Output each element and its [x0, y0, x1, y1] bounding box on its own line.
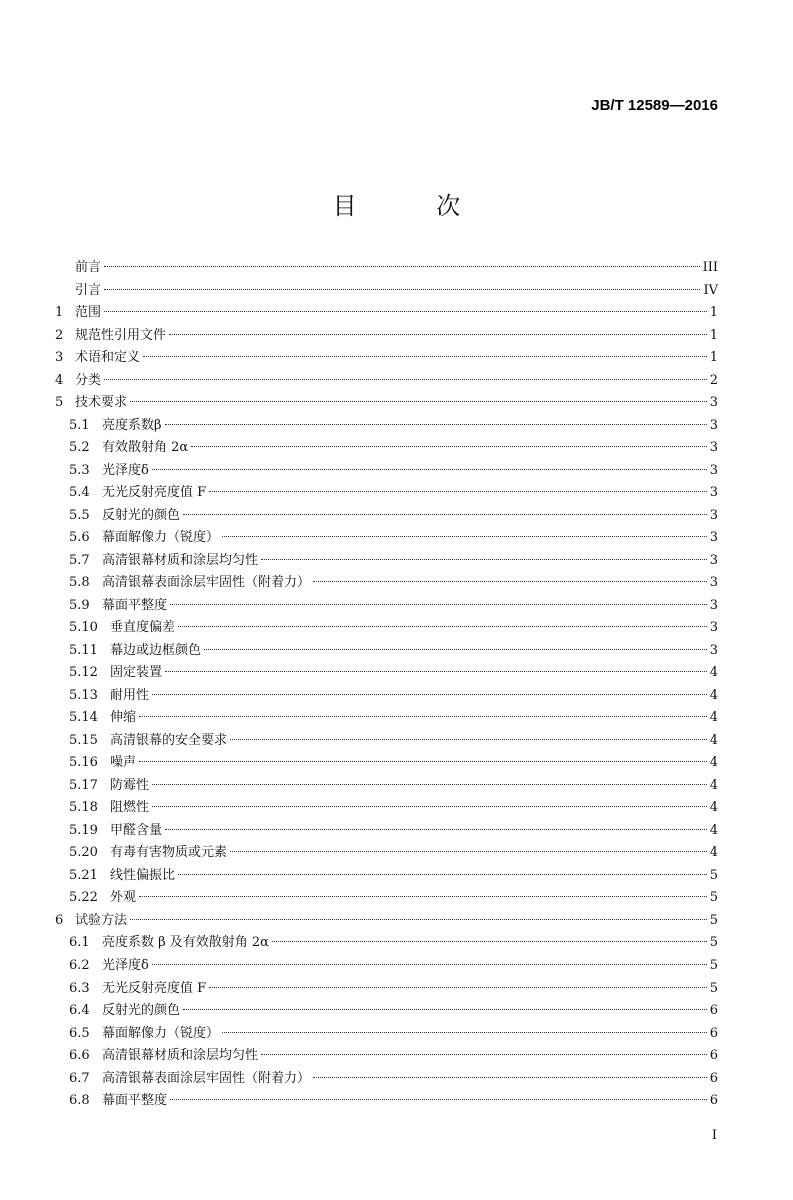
toc-entry-page: 3 [709, 530, 718, 546]
toc-entry-label: 甲醛含量 [110, 822, 163, 838]
toc-entry[interactable] [55, 392, 718, 415]
toc-entry-page: III [702, 260, 718, 275]
toc-entry-number: 5.15 [69, 732, 98, 748]
toc-leader-dots [313, 581, 707, 582]
toc-entry-number: 6.7 [69, 1070, 90, 1086]
toc-entry-number: 5.22 [69, 890, 98, 906]
toc-entry-page: 5 [709, 957, 718, 973]
toc-entry-label: 线性偏振比 [110, 867, 176, 883]
toc-entry-label: 亮度系数β [102, 417, 162, 433]
toc-entry-number: 6.6 [69, 1048, 90, 1064]
toc-entry[interactable] [55, 595, 718, 618]
toc-entry-label: 固定装置 [110, 665, 163, 681]
toc-entry-page: 6 [709, 1003, 718, 1019]
toc-entry-page: 3 [709, 642, 718, 658]
toc-entry-number: 5.20 [69, 845, 98, 861]
toc-entry-number: 2 [55, 327, 64, 343]
toc-entry-label: 有毒有害物质或元素 [110, 845, 228, 861]
toc-entry-number: 5.17 [69, 777, 98, 793]
toc-leader-dots [165, 424, 707, 425]
toc-leader-dots [104, 289, 700, 290]
toc-leader-dots [169, 334, 707, 335]
toc-entry-label: 高清银幕材质和涂层均匀性 [102, 1048, 259, 1064]
toc-entry[interactable] [55, 685, 718, 708]
toc-entry-label: 亮度系数 β 及有效散射角 2α [102, 935, 269, 951]
toc-entry-number: 6.5 [69, 1025, 90, 1041]
toc-leader-dots [272, 941, 707, 942]
toc-entry-number: 1 [55, 305, 64, 321]
toc-entry-page: 3 [709, 552, 718, 568]
toc-entry-label: 防霉性 [110, 777, 150, 793]
toc-entry[interactable] [55, 280, 718, 303]
toc-entry-label: 无光反射亮度值 F [102, 980, 207, 996]
toc-entry[interactable] [55, 797, 718, 820]
toc-entry-number: 4 [55, 372, 64, 388]
toc-entry-number: 6 [55, 912, 64, 928]
toc-entry[interactable] [55, 347, 718, 370]
toc-entry-page: 3 [709, 620, 718, 636]
toc-leader-dots [191, 446, 707, 447]
toc-entry-label: 试验方法 [75, 912, 128, 928]
toc-leader-dots [152, 806, 707, 807]
toc-entry-page: 4 [709, 665, 718, 681]
toc-entry-number: 5.11 [69, 642, 98, 658]
toc-entry[interactable] [55, 910, 718, 933]
toc-entry[interactable] [55, 775, 718, 798]
toc-entry-page: 3 [709, 462, 718, 478]
toc-entry-page: 4 [709, 687, 718, 703]
toc-entry-label: 高清银幕的安全要求 [110, 732, 228, 748]
toc-leader-dots [139, 716, 707, 717]
toc-entry-label: 光泽度δ [102, 957, 149, 973]
toc-entry-page: 3 [709, 485, 718, 501]
toc-entry-page: 6 [709, 1093, 718, 1109]
toc-leader-dots [165, 671, 707, 672]
toc-entry-page: 3 [709, 417, 718, 433]
toc-entry-number: 6.4 [69, 1003, 90, 1019]
toc-entry-number: 5.2 [69, 440, 90, 456]
toc-leader-dots [130, 919, 707, 920]
toc-entry-label: 垂直度偏差 [110, 620, 176, 636]
toc-entry-label: 阻燃性 [110, 800, 150, 816]
toc-entry[interactable] [55, 842, 718, 865]
toc-entry-page: 4 [709, 822, 718, 838]
toc-leader-dots [143, 356, 707, 357]
toc-entry-label: 外观 [110, 890, 137, 906]
toc-entry-label: 高清银幕表面涂层牢固性（附着力） [102, 575, 311, 591]
toc-entry-number: 5.16 [69, 755, 98, 771]
toc-entry-label: 前言 [75, 260, 102, 275]
toc-entry-label: 技术要求 [75, 395, 128, 411]
toc-leader-dots [204, 649, 707, 650]
toc-entry[interactable] [55, 887, 718, 910]
toc-entry-page: 2 [709, 372, 718, 388]
toc-entry[interactable] [55, 302, 718, 325]
toc-entry-page: 6 [709, 1070, 718, 1086]
toc-entry-page: 3 [709, 575, 718, 591]
toc-entry-number: 5.8 [69, 575, 90, 591]
toc-entry[interactable] [55, 572, 718, 595]
toc-entry-page: 4 [709, 845, 718, 861]
toc-entry-page: 4 [709, 800, 718, 816]
toc-leader-dots [183, 514, 707, 515]
toc-entry-label: 光泽度δ [102, 462, 149, 478]
toc-leader-dots [152, 964, 707, 965]
toc-entry-number: 5.1 [69, 417, 90, 433]
toc-entry-label: 无光反射亮度值 F [102, 485, 207, 501]
toc-entry-number: 5.10 [69, 620, 98, 636]
toc-leader-dots [152, 694, 707, 695]
toc-entry[interactable] [55, 707, 718, 730]
toc-leader-dots [178, 874, 707, 875]
toc-entry[interactable] [55, 640, 718, 663]
toc-entry[interactable] [55, 820, 718, 843]
toc-leader-dots [152, 784, 707, 785]
toc-entry-page: 5 [709, 935, 718, 951]
toc-leader-dots [222, 536, 707, 537]
toc-entry-label: 耐用性 [110, 687, 150, 703]
toc-entry-number: 6.3 [69, 980, 90, 996]
toc-entry-label: 高清银幕表面涂层牢固性（附着力） [102, 1070, 311, 1086]
toc-leader-dots [209, 987, 707, 988]
toc-entry-page: 1 [709, 350, 718, 366]
toc-entry[interactable] [55, 752, 718, 775]
toc-entry[interactable] [55, 1045, 718, 1068]
toc-leader-dots [230, 851, 707, 852]
toc-leader-dots [313, 1077, 707, 1078]
toc-leader-dots [130, 401, 707, 402]
toc-entry-page: 3 [709, 440, 718, 456]
toc-entry-number: 6.1 [69, 935, 90, 951]
toc-entry-page: 1 [709, 305, 718, 321]
toc-entry-label: 幕面平整度 [102, 597, 168, 613]
toc-entry[interactable] [55, 932, 718, 955]
page-number: I [711, 1128, 717, 1143]
toc-entry-page: 3 [709, 395, 718, 411]
toc-entry-label: 幕面解像力（锐度） [102, 1025, 220, 1041]
toc-entry[interactable] [55, 437, 718, 460]
toc-entry-label: 伸缩 [110, 710, 137, 726]
toc-entry-label: 噪声 [110, 755, 137, 771]
toc-entry[interactable] [55, 617, 718, 640]
toc-entry[interactable] [55, 955, 718, 978]
toc-entry[interactable] [55, 1000, 718, 1023]
toc-leader-dots [209, 491, 707, 492]
toc-entry[interactable] [55, 527, 718, 550]
toc-leader-dots [104, 379, 707, 380]
toc-entry-label: 高清银幕材质和涂层均匀性 [102, 552, 259, 568]
table-of-contents [55, 257, 718, 1113]
toc-entry[interactable] [55, 662, 718, 685]
toc-entry-number: 5.12 [69, 665, 98, 681]
toc-leader-dots [104, 266, 700, 267]
toc-entry-label: 反射光的颜色 [102, 1003, 181, 1019]
toc-entry-page: 4 [709, 755, 718, 771]
toc-entry[interactable] [55, 978, 718, 1001]
toc-leader-dots [183, 1009, 707, 1010]
toc-entry[interactable] [55, 505, 718, 528]
toc-entry-number: 5.6 [69, 530, 90, 546]
toc-entry-page: 6 [709, 1025, 718, 1041]
toc-entry[interactable] [55, 1090, 718, 1113]
toc-entry-label: 幕边或边框颜色 [110, 642, 202, 658]
toc-entry[interactable] [55, 370, 718, 393]
toc-entry-number: 5.21 [69, 867, 98, 883]
toc-leader-dots [178, 626, 707, 627]
toc-entry-page: 4 [709, 710, 718, 726]
toc-entry-number: 5 [55, 395, 64, 411]
toc-entry-page: 4 [709, 777, 718, 793]
toc-leader-dots [230, 739, 707, 740]
toc-entry-number: 5.4 [69, 485, 90, 501]
toc-leader-dots [261, 1054, 707, 1055]
toc-title: 目 次 [332, 192, 497, 220]
toc-entry[interactable] [55, 730, 718, 753]
toc-entry-number: 5.18 [69, 800, 98, 816]
toc-entry-number: 5.5 [69, 507, 90, 523]
toc-entry[interactable] [55, 1023, 718, 1046]
toc-entry-label: 规范性引用文件 [75, 327, 167, 343]
toc-entry-page: 6 [709, 1048, 718, 1064]
toc-entry-page: 5 [709, 890, 718, 906]
toc-entry-page: 3 [709, 597, 718, 613]
toc-entry-number: 3 [55, 350, 64, 366]
toc-entry-number: 5.9 [69, 597, 90, 613]
toc-entry-number: 6.8 [69, 1093, 90, 1109]
toc-leader-dots [170, 1099, 707, 1100]
toc-entry-number: 5.19 [69, 822, 98, 838]
toc-leader-dots [261, 559, 707, 560]
toc-entry-page: 3 [709, 507, 718, 523]
toc-entry-page: 5 [709, 980, 718, 996]
toc-leader-dots [104, 311, 707, 312]
toc-entry-page: 1 [709, 327, 718, 343]
toc-entry-page: IV [703, 282, 718, 298]
toc-entry-label: 范围 [75, 305, 102, 321]
toc-entry-number: 5.3 [69, 462, 90, 478]
toc-entry[interactable] [55, 460, 718, 483]
toc-entry[interactable] [55, 482, 718, 505]
toc-leader-dots [139, 761, 707, 762]
toc-leader-dots [139, 896, 707, 897]
toc-entry-label: 幕面解像力（锐度） [102, 530, 220, 546]
toc-entry-label: 有效散射角 2α [102, 440, 189, 456]
toc-entry-page: 5 [709, 912, 718, 928]
toc-leader-dots [170, 604, 707, 605]
toc-entry[interactable] [55, 325, 718, 348]
toc-entry[interactable] [55, 415, 718, 438]
toc-entry-number: 5.7 [69, 552, 90, 568]
toc-leader-dots [165, 829, 707, 830]
toc-entry-label: 分类 [75, 372, 102, 388]
toc-entry-label: 反射光的颜色 [102, 507, 181, 523]
standard-code: JB/T 12589—2016 [591, 97, 718, 114]
toc-entry[interactable] [55, 1068, 718, 1091]
toc-leader-dots [152, 469, 707, 470]
toc-entry-number: 6.2 [69, 957, 90, 973]
toc-entry[interactable] [55, 865, 718, 888]
toc-entry-label: 术语和定义 [75, 350, 141, 366]
toc-entry-number: 5.14 [69, 710, 98, 726]
toc-entry-label: 幕面平整度 [102, 1093, 168, 1109]
toc-entry[interactable] [55, 550, 718, 573]
toc-entry-page: 5 [709, 867, 718, 883]
toc-entry-number: 5.13 [69, 687, 98, 703]
toc-entry-label: 引言 [75, 282, 102, 298]
toc-entry-page: 4 [709, 732, 718, 748]
toc-entry[interactable] [55, 257, 718, 280]
toc-leader-dots [222, 1032, 707, 1033]
